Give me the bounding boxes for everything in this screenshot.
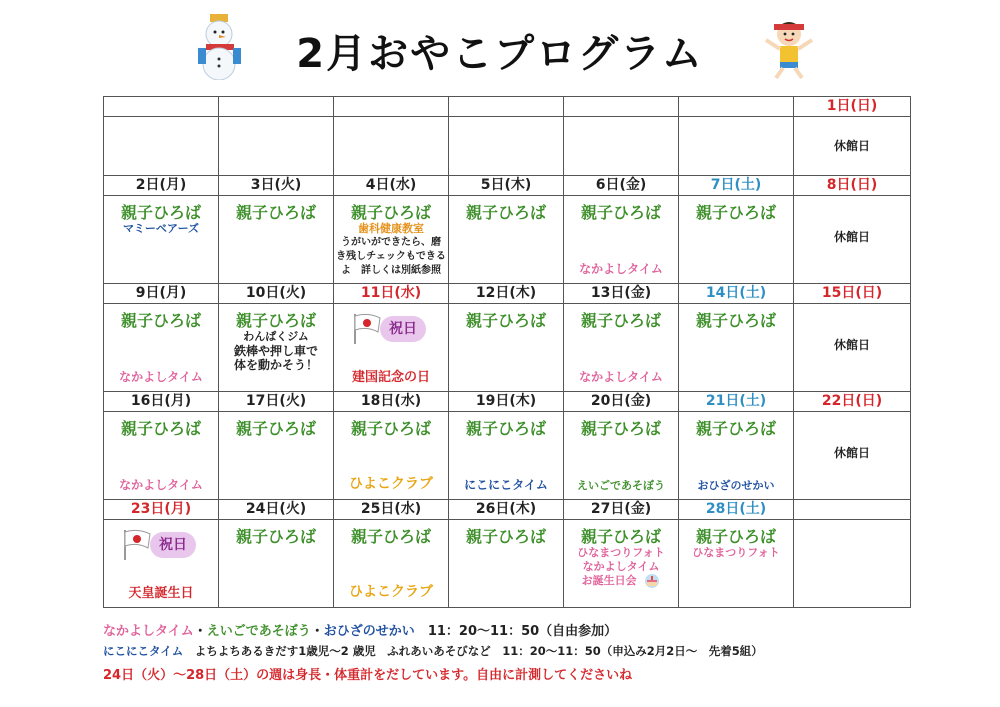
day-header: 1日(日) — [794, 97, 911, 117]
day-header: 8日(日) — [794, 176, 911, 196]
day-header: 16日(月) — [104, 392, 219, 412]
day-header: 5日(木) — [449, 176, 564, 196]
program-label: 親子ひろば — [235, 527, 316, 546]
day-cell — [334, 117, 449, 176]
footer-time: 11：20～11：50（自由参加） — [414, 624, 618, 639]
day-header: 14日(土) — [679, 284, 794, 304]
day-header: 21日(土) — [679, 392, 794, 412]
day-header: 19日(木) — [449, 392, 564, 412]
program-label: 親子ひろば — [465, 419, 546, 438]
event-note: き残しチェックもできる — [336, 251, 446, 262]
program-label: 親子ひろば — [235, 311, 316, 330]
day-header: 10日(火) — [219, 284, 334, 304]
day-cell — [449, 117, 564, 176]
program-label: 親子ひろば — [235, 203, 316, 222]
event-label: わんぱくジム — [243, 330, 309, 343]
holiday-name: 天皇誕生日 — [128, 586, 194, 601]
day-header: 28日(土) — [679, 500, 794, 520]
holiday-label: 祝日 — [150, 532, 196, 558]
day-header: 24日(火) — [219, 500, 334, 520]
day-header: 13日(金) — [564, 284, 679, 304]
event-label: えいごであそぼう — [577, 479, 665, 492]
day-cell — [564, 520, 679, 608]
program-label: 親子ひろば — [695, 527, 776, 546]
closed-label: 休館日 — [833, 446, 870, 460]
footer-program-name: えいごであそぼう — [206, 624, 311, 639]
program-label: 親子ひろば — [580, 203, 661, 222]
footer-line-2 — [103, 643, 763, 659]
event-label: ひなまつりフォト — [692, 546, 780, 559]
day-cell — [679, 196, 794, 284]
closed-label: 休館日 — [833, 338, 870, 352]
day-header: 3日(火) — [219, 176, 334, 196]
program-label: 親子ひろば — [465, 203, 546, 222]
day-header: 23日(月) — [104, 500, 219, 520]
program-label: 親子ひろば — [695, 311, 776, 330]
day-header: 9日(月) — [104, 284, 219, 304]
event-label: ひよこクラブ — [349, 584, 433, 600]
event-label: なかよしタイム — [582, 560, 660, 573]
calendar-table — [103, 96, 911, 608]
day-header — [679, 97, 794, 117]
program-label: 親子ひろば — [235, 419, 316, 438]
day-header — [219, 97, 334, 117]
program-label: 親子ひろば — [580, 311, 661, 330]
event-label: なかよしタイム — [579, 262, 663, 276]
day-cell — [219, 304, 334, 392]
footer-program-name: おひざのせかい — [323, 624, 415, 639]
day-header: 4日(水) — [334, 176, 449, 196]
holiday-badge — [352, 310, 430, 346]
program-label: 親子ひろば — [120, 419, 201, 438]
day-header: 6日(金) — [564, 176, 679, 196]
day-cell — [794, 520, 911, 608]
day-cell — [219, 196, 334, 284]
program-label: 親子ひろば — [350, 419, 431, 438]
closed-label: 休館日 — [833, 230, 870, 244]
program-label: 親子ひろば — [350, 203, 431, 222]
day-cell — [104, 412, 219, 500]
day-cell — [104, 117, 219, 176]
day-cell — [219, 412, 334, 500]
program-label: 親子ひろば — [695, 203, 776, 222]
day-header: 7日(土) — [679, 176, 794, 196]
closed-label: 休館日 — [833, 139, 870, 153]
day-header: 20日(金) — [564, 392, 679, 412]
day-cell — [794, 196, 911, 284]
day-header: 11日(水) — [334, 284, 449, 304]
footer-line-3: 24日（火）～28日（土）の週は身長・体重計をだしています。自由に計測してくださいね — [103, 668, 633, 683]
day-cell — [679, 304, 794, 392]
event-note: 体を動かそう！ — [233, 358, 318, 372]
day-cell — [449, 196, 564, 284]
day-cell — [564, 117, 679, 176]
day-cell — [794, 412, 911, 500]
day-header — [794, 500, 911, 520]
day-header: 27日(金) — [564, 500, 679, 520]
holiday-name: 建国記念の日 — [351, 370, 430, 385]
day-cell — [334, 304, 449, 392]
page-title: 2月おやこプログラム — [296, 31, 704, 77]
day-header: 18日(水) — [334, 392, 449, 412]
event-label: なかよしタイム — [119, 370, 203, 384]
program-label: 親子ひろば — [580, 419, 661, 438]
day-header — [449, 97, 564, 117]
day-cell — [794, 117, 911, 176]
program-label: 親子ひろば — [580, 527, 661, 546]
day-cell — [334, 196, 449, 284]
program-label: 親子ひろば — [695, 419, 776, 438]
day-header: 22日(日) — [794, 392, 911, 412]
day-cell — [449, 520, 564, 608]
day-cell — [334, 520, 449, 608]
program-label: 親子ひろば — [465, 527, 546, 546]
event-label: ひなまつりフォト — [577, 546, 665, 559]
day-cell — [679, 520, 794, 608]
event-note: よ 詳しくは別紙参照 — [341, 265, 441, 276]
footer-description: よちよちあるきだす1歳児～2 歳児 ふれあいあそびなど 11：20～11：50（申込み2月2日～ 先着5組） — [183, 644, 763, 658]
event-label — [564, 574, 678, 588]
event-note: うがいができたら、磨 — [341, 237, 441, 248]
program-label: 親子ひろば — [465, 311, 546, 330]
footer-program-name: にこにこタイム — [103, 644, 184, 658]
day-header: 15日(日) — [794, 284, 911, 304]
program-label: 親子ひろば — [120, 311, 201, 330]
day-cell — [564, 412, 679, 500]
day-header: 17日(火) — [219, 392, 334, 412]
footer-separator: ・ — [310, 624, 324, 639]
day-cell — [794, 304, 911, 392]
day-cell — [564, 304, 679, 392]
day-cell — [564, 196, 679, 284]
day-cell — [334, 412, 449, 500]
holiday-label: 祝日 — [380, 316, 426, 342]
footer-separator: ・ — [193, 624, 207, 639]
event-label: 歯科健康教室 — [358, 222, 424, 235]
day-header: 12日(木) — [449, 284, 564, 304]
program-label: 親子ひろば — [350, 527, 431, 546]
day-header: 2日(月) — [104, 176, 219, 196]
day-cell — [104, 520, 219, 608]
event-label: なかよしタイム — [119, 478, 203, 492]
japan-flag-icon — [122, 528, 152, 560]
day-cell — [219, 520, 334, 608]
day-cell — [679, 117, 794, 176]
event-label: マミーベアーズ — [122, 222, 200, 235]
event-label: おひざのせかい — [697, 479, 775, 492]
birthday-label: お誕生日会 — [581, 574, 637, 587]
day-cell — [449, 304, 564, 392]
day-cell — [219, 117, 334, 176]
day-cell — [679, 412, 794, 500]
day-header: 25日(水) — [334, 500, 449, 520]
day-header — [104, 97, 219, 117]
day-header: 26日(木) — [449, 500, 564, 520]
event-label: なかよしタイム — [579, 370, 663, 384]
day-cell — [449, 412, 564, 500]
footer-line-1 — [103, 620, 617, 639]
event-label: ひよこクラブ — [349, 476, 433, 492]
day-cell — [104, 304, 219, 392]
event-note: 鉄棒や押し車で — [233, 344, 318, 358]
program-label: 親子ひろば — [120, 203, 201, 222]
holiday-badge — [122, 526, 200, 562]
cake-icon — [644, 574, 660, 588]
day-header — [564, 97, 679, 117]
day-cell — [104, 196, 219, 284]
event-label: にこにこタイム — [464, 478, 548, 492]
japan-flag-icon — [352, 312, 382, 344]
day-header — [334, 97, 449, 117]
footer-program-name: なかよしタイム — [103, 624, 194, 639]
